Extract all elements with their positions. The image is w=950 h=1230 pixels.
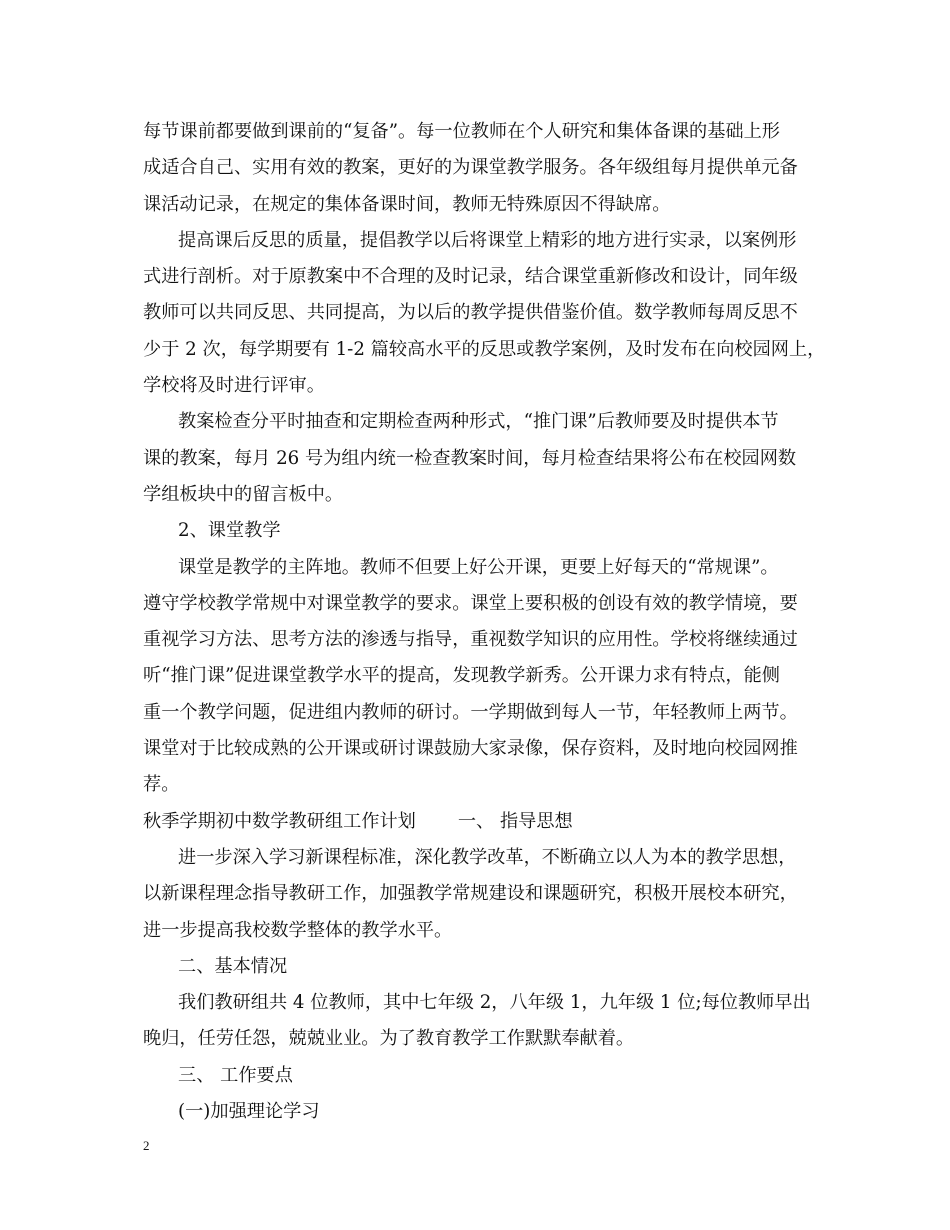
text-line: 课堂是教学的主阵地。教师不但要上好公开课，更要上好每天的“常规课”。	[178, 556, 779, 578]
text-line: 教师可以共同反思、共同提高，为以后的教学提供借鉴价值。数学教师每周反思不	[143, 302, 798, 324]
text-line: 式进行剖析。对于原教案中不合理的及时记录，结合课堂重新修改和设计，同年级	[143, 266, 798, 288]
text-line: 二、基本情况	[178, 955, 288, 977]
plan-title: 秋季学期初中数学教研组工作计划	[143, 810, 416, 832]
text-line: 遵守学校教学常规中对课堂教学的要求。课堂上要积极的创设有效的教学情境，要	[143, 592, 798, 614]
paragraph-block-1	[143, 114, 826, 804]
text-line: 成适合自己、实用有效的教案，更好的为课堂教学服务。各年级组每月提供单元备	[143, 157, 798, 179]
section-heading-line	[143, 804, 823, 840]
text-line: 我们教研组共 4 位教师，其中七年级 2，八年级 1，九年级 1 位;每位教师早出	[178, 992, 811, 1014]
section-heading: 一、 指导思想	[457, 810, 573, 832]
text-line: 学校将及时进行评审。	[143, 375, 325, 397]
text-line: 提高课后反思的质量，提倡教学以后将课堂上精彩的地方进行实录，以案例形	[178, 229, 797, 251]
text-line: 晚归，任劳任怨，兢兢业业。为了教育教学工作默默奉献着。	[143, 1028, 635, 1050]
text-line: (一)加强理论学习	[178, 1101, 320, 1123]
text-line: 进一步深入学习新课程标准，深化教学改革，不断确立以人为本的教学思想，	[178, 846, 797, 868]
text-line: 课堂对于比较成熟的公开课或研讨课鼓励大家录像，保存资料，及时地向校园网推	[143, 738, 798, 760]
text-line: 以新课程理念指导教研工作，加强教学常规建设和课题研究，积极开展校本研究，	[143, 883, 798, 905]
paragraph-block-2	[143, 840, 823, 1130]
text-line: 课活动记录，在规定的集体备课时间，教师无特殊原因不得缺席。	[143, 193, 671, 215]
text-line: 教案检查分平时抽查和定期检查两种形式，“推门课”后教师要及时提供本节	[178, 411, 779, 433]
text-line: 进一步提高我校数学整体的教学水平。	[143, 919, 453, 941]
page-number: 2	[143, 1138, 150, 1153]
text-line: 重一个教学问题，促进组内教师的研讨。一学期做到每人一节，年轻教师上两节。	[143, 701, 798, 723]
text-line: 学组板块中的留言板中。	[143, 483, 344, 505]
text-line: 三、 工作要点	[178, 1064, 293, 1086]
text-line: 重视学习方法、思考方法的渗透与指导，重视数学知识的应用性。学校将继续通过	[143, 629, 798, 651]
text-line: 听“推门课”促进课堂教学水平的提高，发现教学新秀。公开课力求有特点，能侧	[143, 665, 780, 687]
page-body	[143, 114, 826, 1130]
text-line: 课的教案，每月 26 号为组内统一检查教案时间，每月检查结果将公布在校园网数	[143, 447, 797, 469]
text-line: 荐。	[143, 774, 180, 796]
text-line: 少于 2 次，每学期要有 1-2 篇较高水平的反思或教学案例，及时发布在向校园网上，	[143, 338, 826, 360]
text-line: 每节课前都要做到课前的“复备”。每一位教师在个人研究和集体备课的基础上形	[143, 121, 780, 142]
text-line: 2、课堂教学	[178, 520, 281, 542]
